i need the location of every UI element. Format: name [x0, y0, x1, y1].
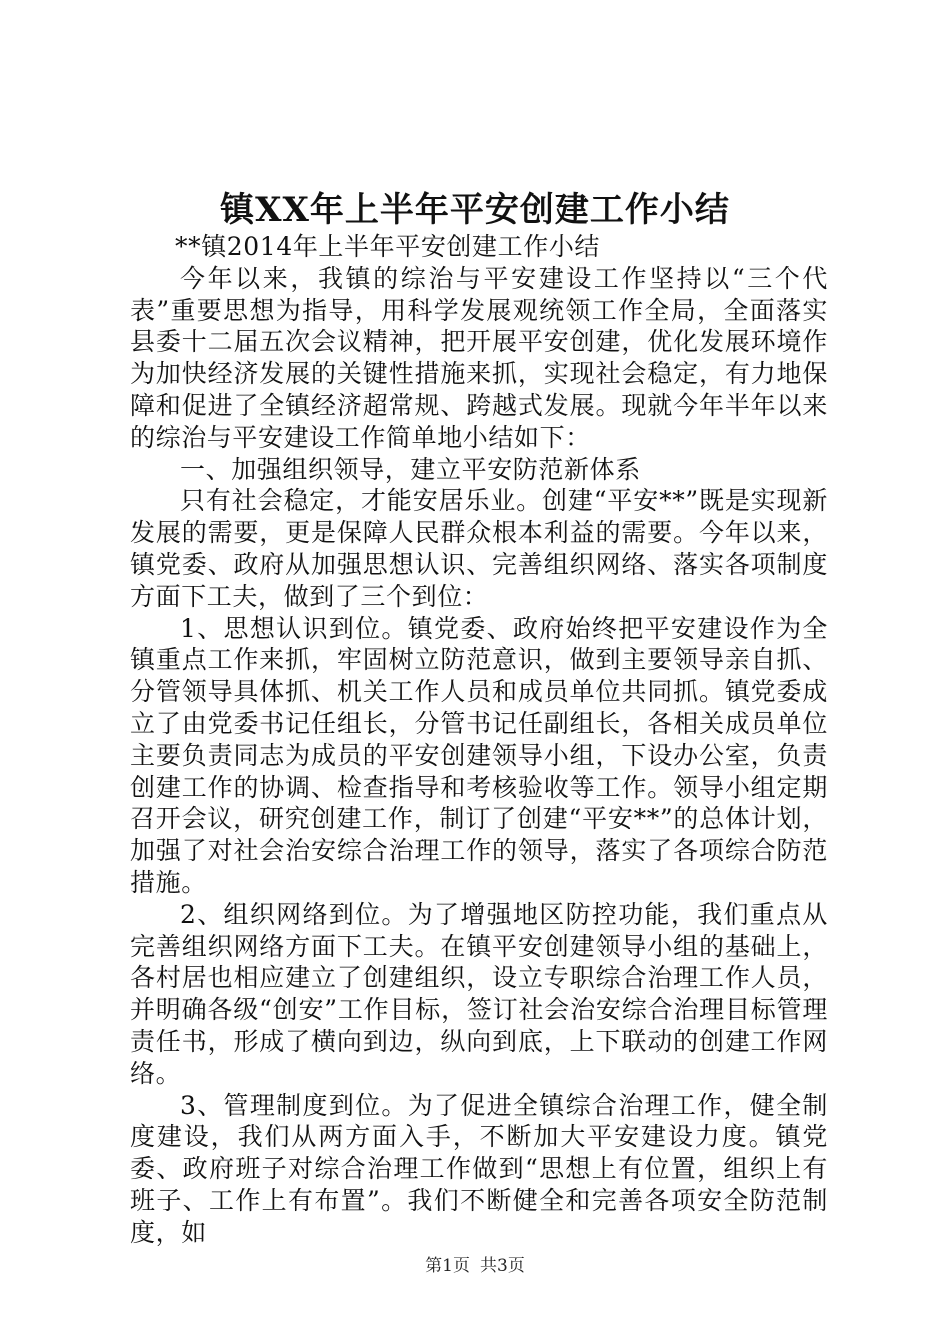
intro-paragraph: 今年以来，我镇的综治与平安建设工作坚持以“三个代表”重要思想为指导，用科学发展观统领工作全局，全面落实县委十二届五次会议精神，把开展平安创建，优化发展环境作为加快经济发展的关键性措施来抓，实现社会稳定，有力地保障和促进了全镇经济超常规、跨越式发展。现就今年半年以来的综治与平安建设工作简单地小结如下： [130, 263, 828, 452]
section-paragraph: 只有社会稳定，才能安居乐业。创建“平安**”既是实现新发展的需要，更是保障人民群众根本利益的需要。今年以来，镇党委、政府从加强思想认识、完善组织网络、落实各项制度方面下工夫，做到了三个到位： [130, 486, 828, 611]
item-paragraph-3: 3、管理制度到位。为了促进全镇综合治理工作，健全制度建设，我们从两方面入手，不断加大平安建设力度。镇党委、政府班子对综合治理工作做到“思想上有位置，组织上有班子、工作上有布置”。我们不断健全和完善各项安全防范制度，如 [130, 1090, 828, 1247]
section-heading: 一、加强组织领导，建立平安防范新体系 [180, 454, 641, 484]
item-paragraph-2: 2、组织网络到位。为了增强地区防控功能，我们重点从完善组织网络方面下工夫。在镇平安创建领导小组的基础上，各村居也相应建立了创建组织，设立专职综合治理工作人员，并明确各级“创安”工作目标，签订社会治安综合治理目标管理责任书，形成了横向到边，纵向到底，上下联动的创建工作网络。 [130, 899, 828, 1088]
page-number: 第1页 [425, 1256, 470, 1276]
page-footer [0, 1254, 950, 1278]
item-paragraph-1: 1、思想认识到位。镇党委、政府始终把平安建设作为全镇重点工作来抓，牢固树立防范意识，做到主要领导亲自抓、分管领导具体抓、机关工作人员和成员单位共同抓。镇党委成立了由党委书记任组长，分管书记任副组长，各相关成员单位主要负责同志为成员的平安创建领导小组，下设办公室，负责创建工作的协调、检查指导和考核验收等工作。领导小组定期召开会议，研究创建工作，制订了创建“平安**”的总体计划，加强了对社会治安综合治理工作的领导，落实了各项综合防范措施。 [130, 613, 828, 897]
document-subtitle: **镇2014年上半年平安创建工作小结 [175, 232, 601, 261]
document-body [130, 231, 828, 1249]
document-title: 镇XX年上半年平安创建工作小结 [220, 190, 730, 230]
page-total: 共3页 [480, 1256, 525, 1276]
